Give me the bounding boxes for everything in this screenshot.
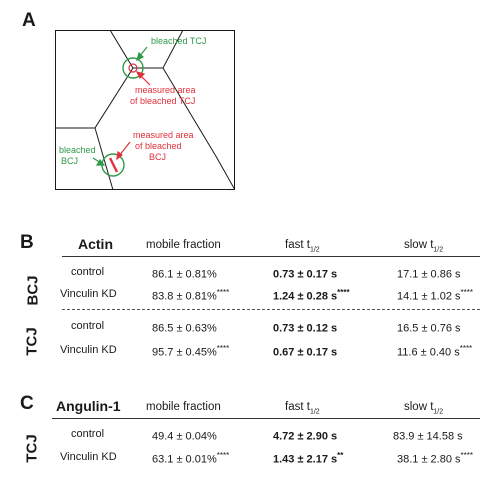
label-measured-bcj-1: measured area — [133, 130, 194, 140]
label-measured-bcj-3: BCJ — [149, 152, 167, 162]
cell-mobile: 83.8 ± 0.81%**** — [152, 288, 230, 303]
cell-fast: 1.24 ± 0.28 s**** — [273, 288, 350, 303]
label-bleached-tcj: bleached TCJ — [151, 36, 207, 46]
label-measured-bcj-2: of bleached — [135, 141, 182, 151]
cell-borders — [55, 30, 235, 190]
cell-fast: 0.67 ± 0.17 s — [273, 346, 338, 359]
cell-mobile: 63.1 ± 0.01%**** — [152, 451, 230, 466]
table-c-header-fast: fast $t_{1/2}$ — [285, 401, 320, 416]
panel-label-a: A — [22, 10, 36, 31]
cell-slow: 16.5 ± 0.76 s — [397, 322, 461, 335]
cell-fast: 0.73 ± 0.12 s — [273, 322, 338, 335]
label-bleached-bcj-1: bleached — [59, 145, 96, 155]
cell-slow: 83.9 ± 14.58 s — [393, 430, 463, 443]
cell-slow: 11.6 ± 0.40 s**** — [397, 344, 473, 359]
table-c-header-rule — [52, 418, 480, 419]
label-bleached-bcj-2: BCJ — [61, 156, 79, 166]
table-b-title: Actin — [78, 236, 113, 252]
diagram-frame — [56, 31, 235, 190]
cell-mobile: 86.1 ± 0.81% — [152, 268, 217, 281]
cell-slow: 14.1 ± 1.02 s**** — [397, 288, 473, 303]
label-measured-tcj-2: of bleached TCJ — [130, 96, 196, 106]
table-b-header-slow: slow $t_{1/2}$ — [404, 239, 444, 254]
cell-mobile: 49.4 ± 0.04% — [152, 430, 217, 443]
table-b-header-mobile: mobile fraction — [146, 239, 221, 251]
cell-mobile: 86.5 ± 0.63% — [152, 322, 217, 335]
measured-bcj-line — [110, 158, 117, 172]
table-b-group-label-tcj: TCJ — [23, 327, 41, 356]
table-c-header-slow: slow $t_{1/2}$ — [404, 401, 444, 416]
row-label: Vinculin KD — [60, 288, 117, 300]
cell-fast: 0.73 ± 0.17 s — [273, 268, 338, 281]
cell-junction-diagram — [55, 30, 235, 190]
row-label: control — [71, 428, 105, 440]
row-label: Vinculin KD — [60, 344, 117, 356]
label-measured-tcj-1: measured area — [135, 85, 196, 95]
table-b-header-fast: fast $t_{1/2}$ — [285, 239, 320, 254]
cell-slow: 38.1 ± 2.80 s**** — [397, 451, 473, 466]
panel-label-c: C — [20, 393, 34, 414]
cell-fast: 4.72 ± 2.90 s — [273, 430, 338, 443]
table-c-group-label-tcj: TCJ — [23, 434, 41, 463]
table-b-header-rule — [62, 256, 480, 257]
row-label: Vinculin KD — [60, 451, 117, 463]
table-c-header-mobile: mobile fraction — [146, 401, 221, 413]
row-label: control — [71, 320, 105, 332]
table-c-title: Angulin-1 — [56, 398, 121, 414]
cell-slow: 17.1 ± 0.86 s — [397, 268, 461, 281]
cell-mobile: 95.7 ± 0.45%**** — [152, 344, 230, 359]
row-label: control — [71, 266, 105, 278]
table-b-group-label-bcj: BCJ — [24, 275, 42, 306]
panel-label-b: B — [20, 232, 34, 253]
cell-fast: 1.43 ± 2.17 s** — [273, 451, 344, 466]
table-b-group-divider — [62, 309, 480, 310]
